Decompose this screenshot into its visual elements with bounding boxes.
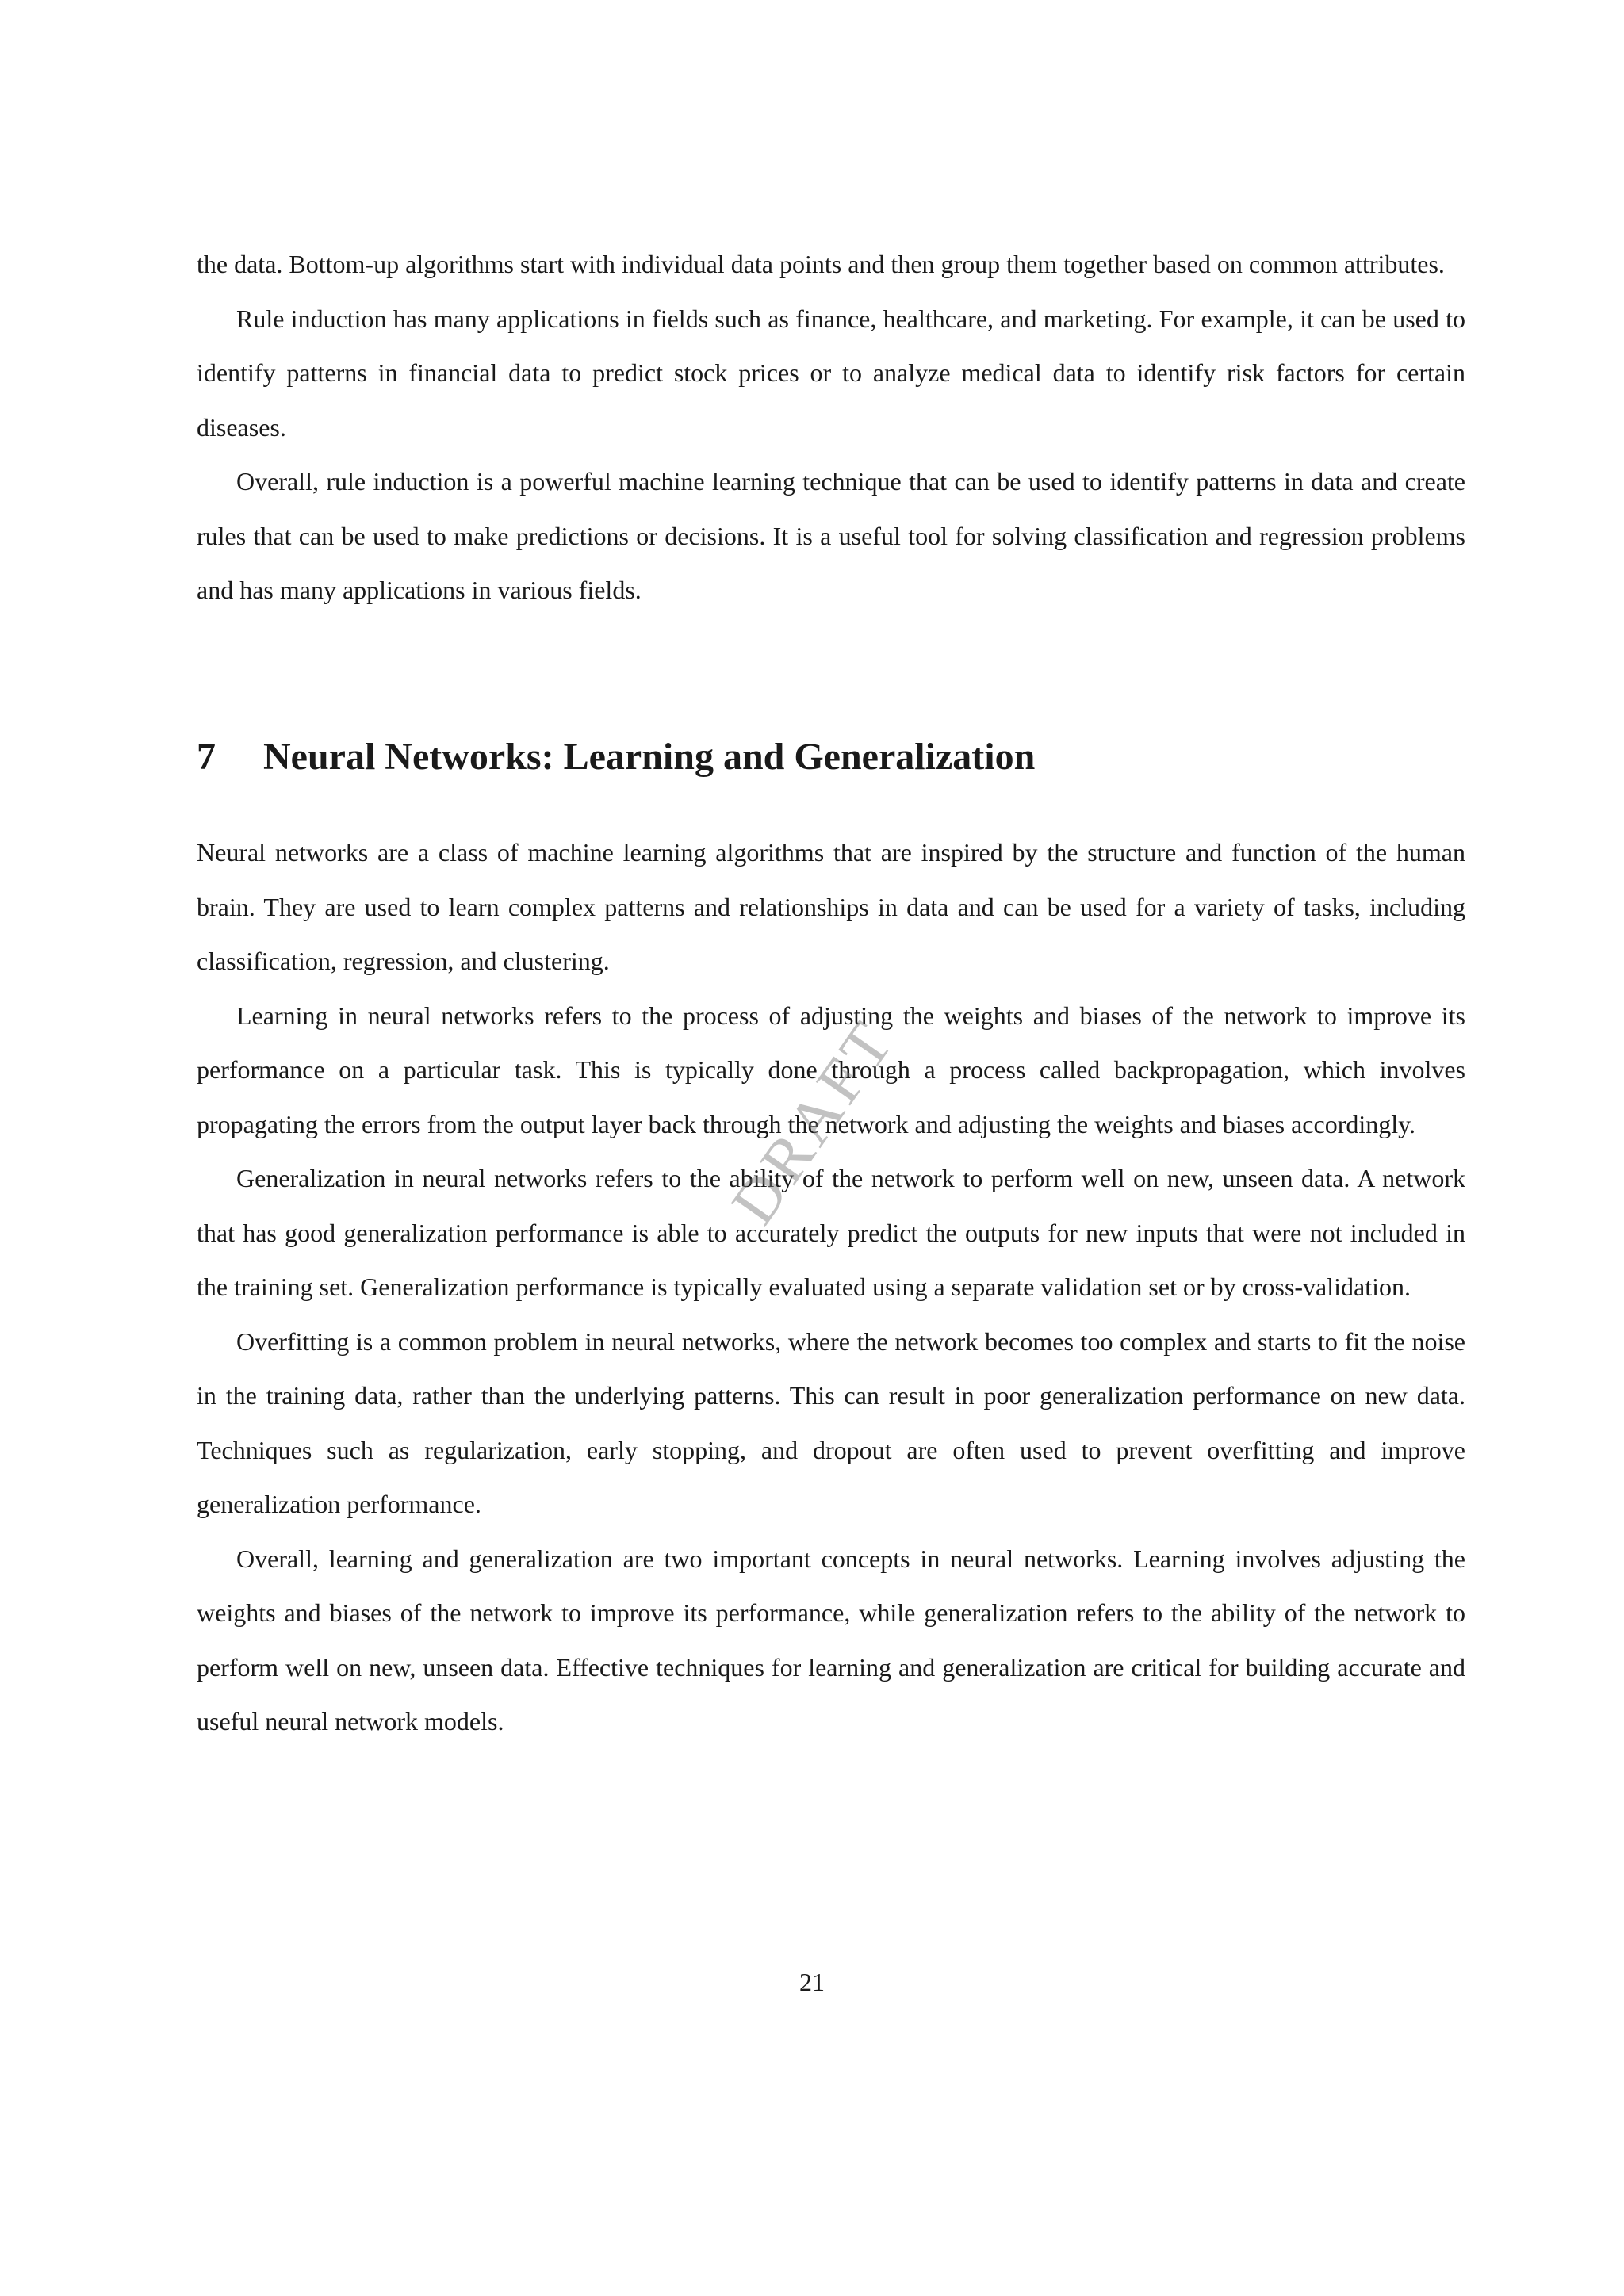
paragraph: Learning in neural networks refers to the process of adjusting the weights and biases of the network to improve its performance on a particular task. This is typically done through a process called backpropagation, which involves propagating the errors from the output layer back through the network and adjusting the weights and biases accordingly. — [197, 1001, 1465, 1138]
section-title: Neural Networks: Learning and Generalization — [263, 736, 1036, 778]
section-heading — [197, 729, 1465, 785]
section-body — [197, 825, 1465, 1749]
paragraph: Generalization in neural networks refers to the ability of the network to perform well on new, unseen data. A network that has good generalization performance is able to accurately predict the outputs for new inputs that were not included in the training set. Generalization performance is typically evaluated using a separate validation set or by cross-validation. — [197, 1164, 1465, 1301]
paragraph: Overall, rule induction is a powerful machine learning technique that can be used to identify patterns in data and create rules that can be used to make predictions or decisions. It is a useful tool for solving classification and regression problems and has many applications in various fields. — [197, 467, 1465, 604]
paragraph: the data. Bottom-up algorithms start with individual data points and then group them together based on common attributes. — [197, 250, 1445, 278]
paragraph: Neural networks are a class of machine learning algorithms that are inspired by the structure and function of the human brain. They are used to learn complex patterns and relationships in data and can be used for a variety of tasks, including classification, regression, and clustering. — [197, 838, 1465, 975]
paragraph: Rule induction has many applications in fields such as finance, healthcare, and marketing. For example, it can be used to identify patterns in financial data to predict stock prices or to analyze medical data to identify risk factors for certain diseases. — [197, 304, 1465, 442]
continued-text — [197, 237, 1465, 618]
draft-watermark: DRAFT — [718, 1007, 909, 1238]
paragraph: Overall, learning and generalization are two important concepts in neural networks. Learning involves adjusting the weights and biases of the network to improve its performance, while generalization refers to the ability of the network to perform well on new, unseen data. Effective techniques for learning and generalization are critical for building accurate and useful neural network models. — [197, 1544, 1465, 1735]
section-number: 7 — [197, 736, 216, 778]
page-number: 21 — [799, 1968, 825, 1996]
paragraph: Overfitting is a common problem in neural networks, where the network becomes too complex and starts to fit the noise in the training data, rather than the underlying patterns. This can result in poor generalization performance on new data. Techniques such as regularization, early stopping, and dropout are often used to prevent overfitting and improve generalization performance. — [197, 1326, 1465, 1518]
